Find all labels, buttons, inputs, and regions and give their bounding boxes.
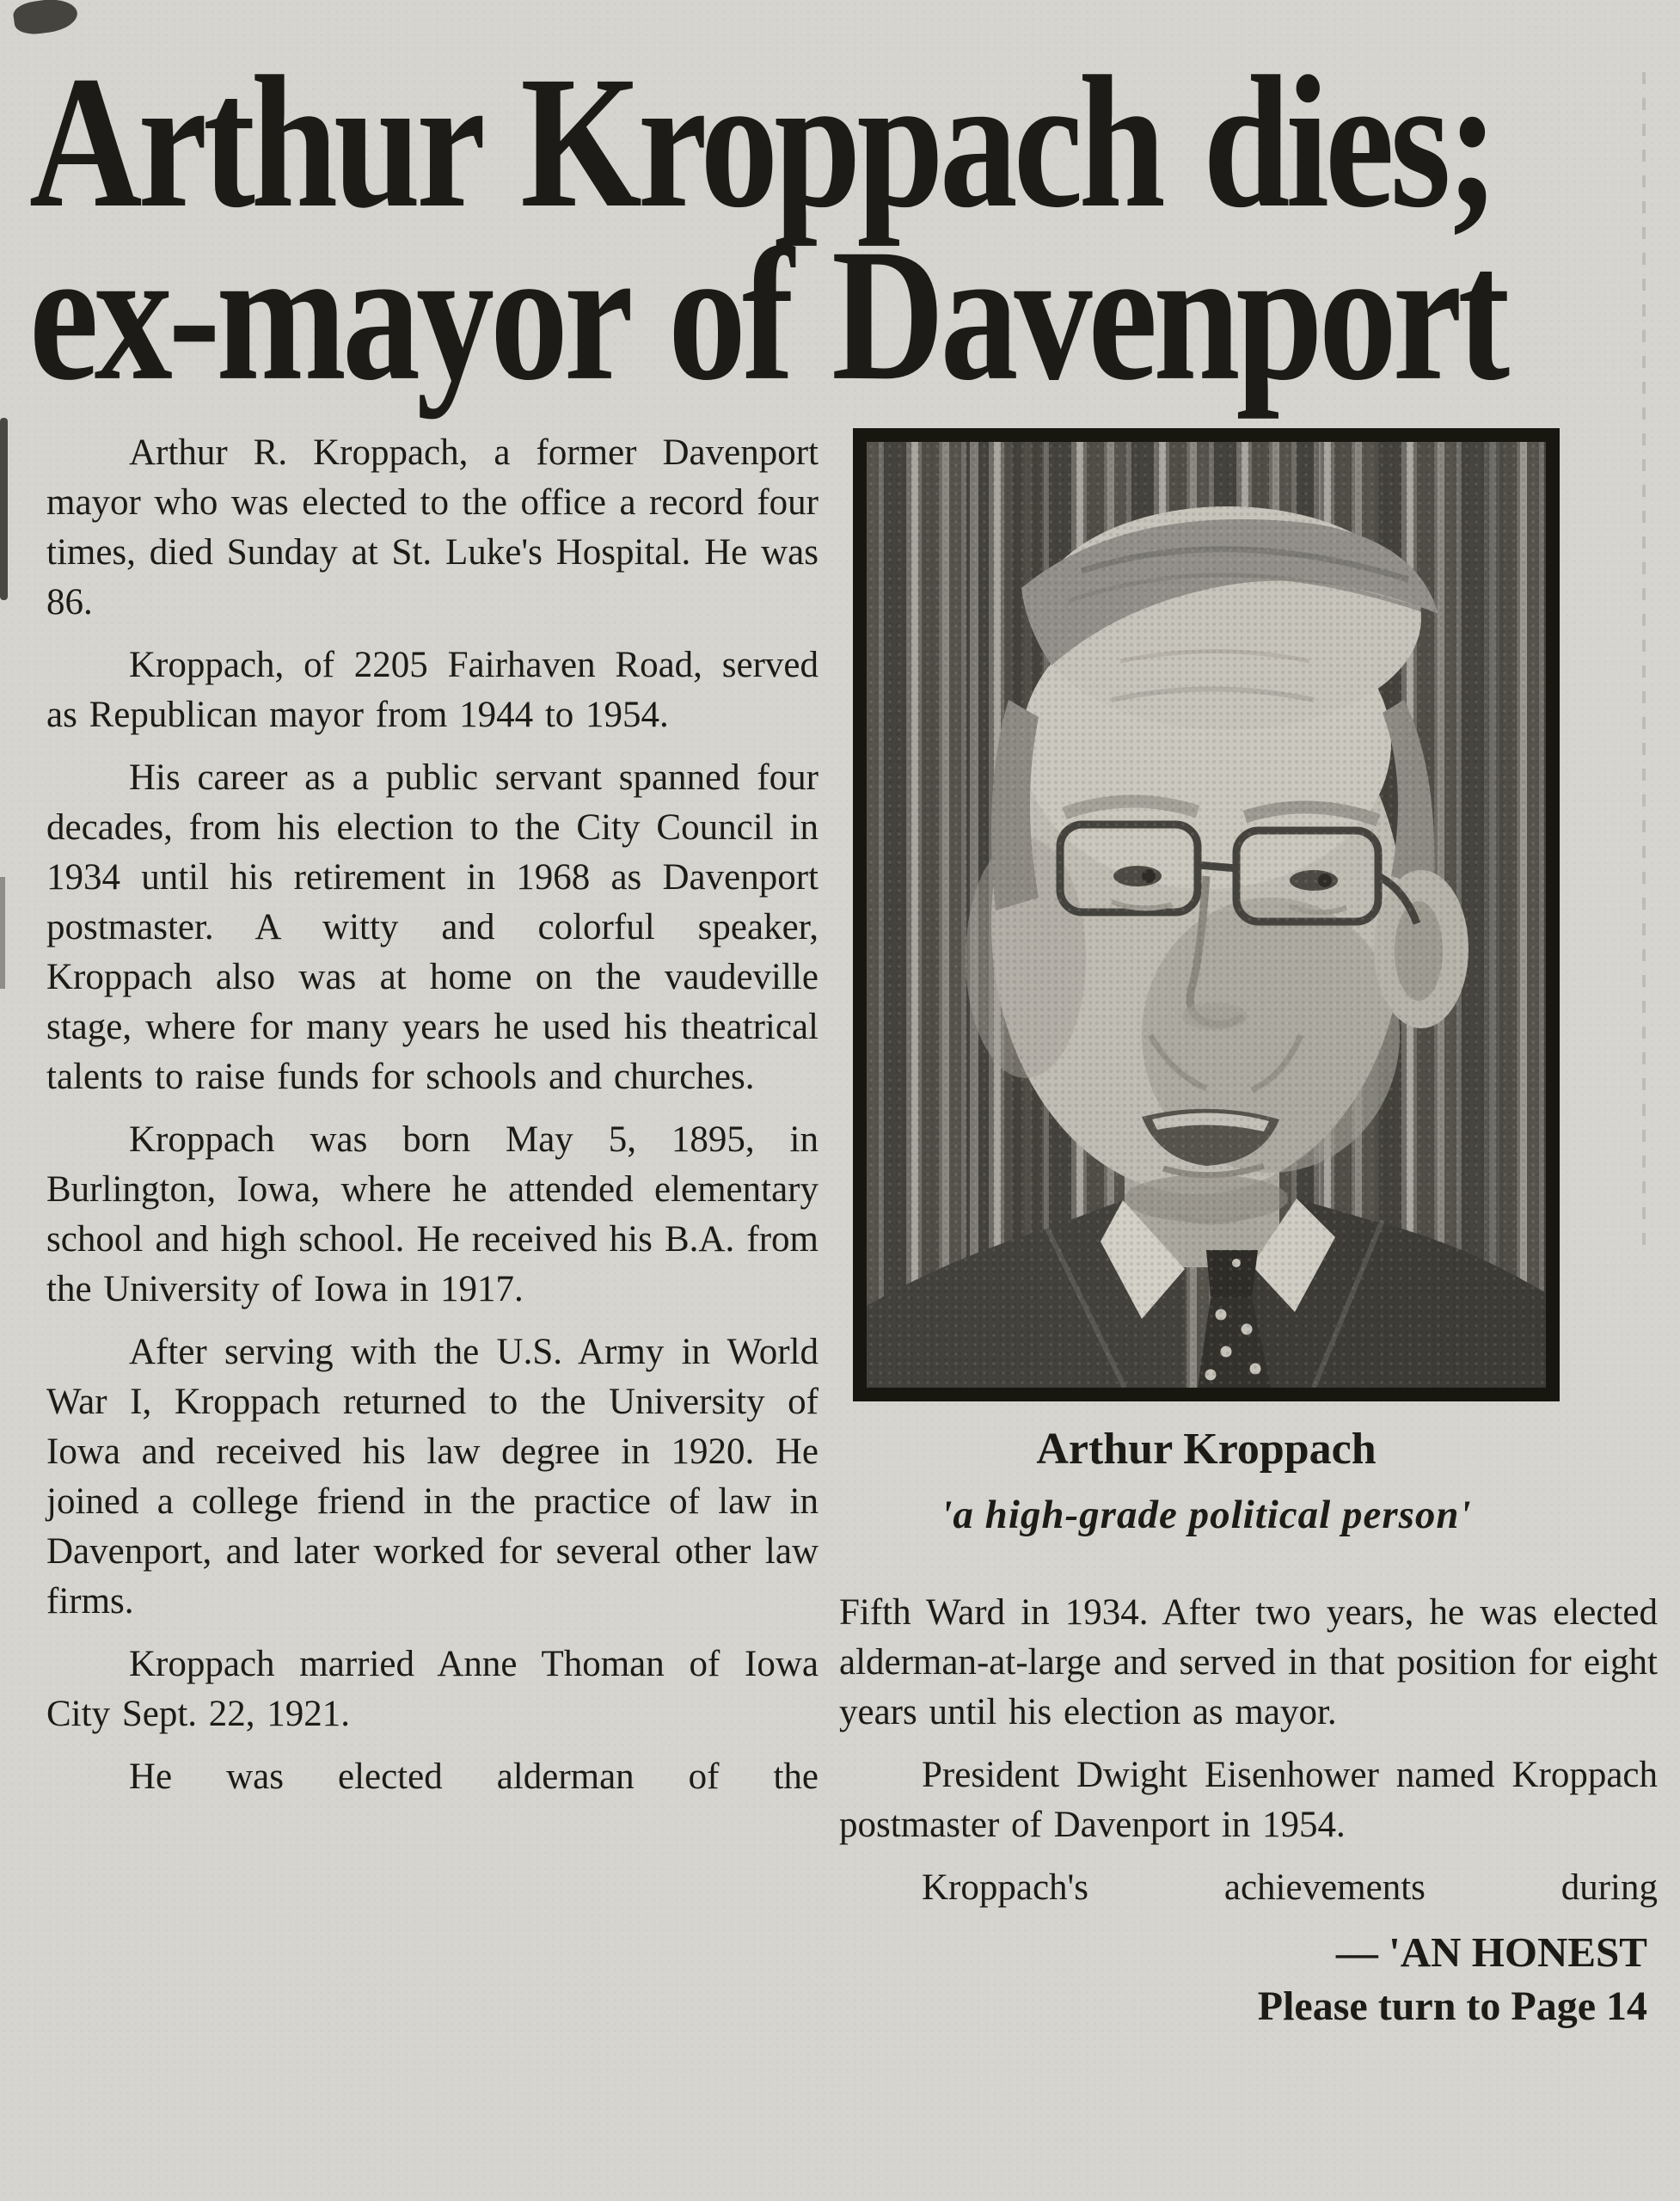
continuation-notice: Please turn to Page 14 xyxy=(1257,1983,1647,2029)
article-paragraph: His career as a public servant spanned four decades, from his election to the City Council in 1934 until his retirement in 1968 as Davenport postmaster. A witty and colorful speaker, Kroppach also was at home on the vaudeville stage, where for many years he used his theatrical talents to raise funds for schools and churches. xyxy=(46,757,819,1097)
headline-block xyxy=(29,38,1665,420)
scan-edge-artifact xyxy=(0,877,5,989)
article-paragraph: After serving with the U.S. Army in World War I, Kroppach returned to the University of Iowa and received his law degree in 1920. He joined a college friend in the practice of law in Davenport, and later worked for several other law firms. xyxy=(46,1332,819,1622)
jump-teaser: — 'AN HONEST xyxy=(1335,1928,1647,1976)
scan-edge-artifact xyxy=(0,418,8,600)
article-headline xyxy=(29,38,1665,420)
article-paragraph: Kroppach's achievements during xyxy=(922,1867,1658,1908)
article-paragraph: Kroppach was born May 5, 1895, in Burlington, Iowa, where he attended elementary school and high school. He received his B.A. from the University of Iowa in 1917. xyxy=(46,1119,819,1309)
portrait-photo xyxy=(853,428,1560,1401)
article-paragraph: He was elected alderman of the xyxy=(129,1757,819,1797)
article-paragraph: Kroppach, of 2205 Fairhaven Road, served as Republican mayor from 1944 to 1954. xyxy=(46,645,819,735)
headline-line-2: ex-mayor of Davenport xyxy=(29,211,1506,420)
article-paragraph: President Dwight Eisenhower named Kroppach postmaster of Davenport in 1954. xyxy=(839,1755,1658,1845)
article-paragraph: Fifth Ward in 1934. After two years, he was elected alderman-at-large and served in that position for eight years until his election as mayor. xyxy=(839,1592,1658,1732)
portrait-photo-illustration xyxy=(867,442,1546,1388)
article-paragraph: Arthur R. Kroppach, a former Davenport mayor who was elected to the office a record four times, died Sunday at St. Luke's Hospital. He was 86. xyxy=(46,432,819,622)
photo-caption-quote: 'a high-grade political person' xyxy=(941,1493,1472,1537)
photo-block xyxy=(853,428,1560,1538)
left-column xyxy=(24,428,819,2034)
jump-block xyxy=(839,1926,1658,2034)
scan-smudge-artifact xyxy=(12,0,80,37)
photo-caption-name: Arthur Kroppach xyxy=(1036,1425,1376,1474)
right-column-body xyxy=(839,1588,1658,1913)
headline-line-1: Arthur Kroppach dies; xyxy=(29,38,1495,248)
article-columns xyxy=(24,428,1658,2034)
article-paragraph: Kroppach married Anne Thoman of Iowa City Sept. 22, 1921. xyxy=(46,1644,819,1734)
right-column xyxy=(839,428,1658,2034)
